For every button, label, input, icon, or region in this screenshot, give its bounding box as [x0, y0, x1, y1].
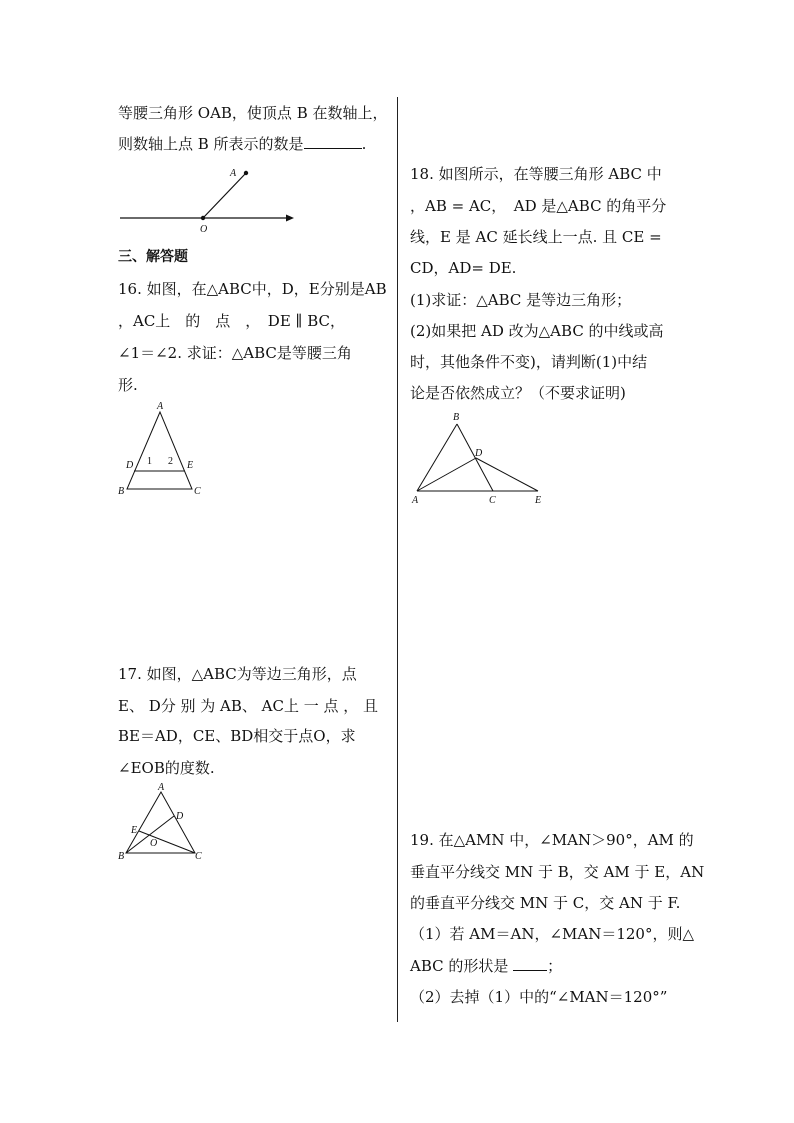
label-d: D	[475, 448, 483, 459]
q16-triangle-figure	[115, 398, 205, 500]
section-title-answer-questions: 三、解答题	[118, 249, 188, 265]
q16-text-line2: ，AC上 的 点 ， DE ∥ BC，	[118, 312, 346, 330]
label-a: A	[230, 168, 237, 179]
label-b: B	[118, 486, 125, 497]
label-o: O	[150, 838, 158, 849]
q18-text-line4: CD，AD= DE.	[410, 259, 517, 277]
label-1: 1	[147, 456, 152, 467]
label-e: E	[131, 825, 138, 836]
label-b: B	[453, 412, 460, 423]
q16-text-line3: ∠1＝∠2. 求证：△ABC是等腰三角	[118, 344, 352, 362]
q18-text-line1: 18. 如图所示，在等腰三角形 ABC 中	[410, 165, 662, 183]
q16-text-line4: 形.	[118, 376, 138, 394]
q18-text-line5: (1)求证：△ABC 是等边三角形；	[410, 291, 632, 309]
point-a	[244, 171, 248, 175]
q15-period: .	[361, 135, 367, 153]
label-d: D	[176, 811, 184, 822]
q19-text-line6: （2）去掉（1）中的“∠MAN＝120°”	[410, 988, 668, 1006]
triangle-abc	[126, 792, 195, 853]
q16-text-line1: 16. 如图，在△ABC中，D，E分别是AB	[118, 280, 387, 298]
q19-answer-blank	[513, 952, 547, 971]
label-c: C	[195, 851, 202, 862]
q17-equilateral-triangle-figure	[115, 782, 210, 864]
q17-text-line2: E、 D分 别 为 AB、 AC上 一 点 ， 且	[118, 697, 379, 715]
q19-text-line3: 的垂直平分线交 MN 于 C，交 AN 于 F.	[410, 894, 681, 912]
segment-ce	[139, 831, 195, 853]
q19-text-line4: （1）若 AM＝AN，∠MAN＝120°，则△	[410, 925, 695, 943]
label-c: C	[489, 495, 496, 506]
q15-text-line1: 等腰三角形 OAB，使顶点 B 在数轴上，	[118, 104, 388, 122]
q17-text-line3: BE＝AD，CE、BD相交于点O，求	[118, 727, 356, 745]
label-e: E	[535, 495, 542, 506]
q18-text-line7: 时，其他条件不变)，请判断(1)中结	[410, 353, 648, 371]
q18-text-line3: 线，E 是 AC 延长线上一点. 且 CE =	[410, 228, 662, 246]
label-a: A	[412, 495, 419, 506]
label-e: E	[187, 460, 194, 471]
triangle-abc	[127, 412, 192, 489]
label-c: C	[194, 486, 201, 497]
label-2: 2	[168, 456, 173, 467]
q15-text-line2	[118, 128, 386, 160]
number-line-arrow	[286, 215, 294, 222]
label-d: D	[126, 460, 134, 471]
segment-ad	[417, 458, 476, 491]
q17-text-line4: ∠EOB的度数.	[118, 759, 215, 777]
q19-text: ABC 的形状是	[410, 957, 509, 975]
label-b: B	[118, 851, 125, 862]
q19-semicolon: ；	[547, 957, 563, 975]
q15-text: 则数轴上点 B 所表示的数是	[118, 135, 304, 153]
q15-number-line-figure	[118, 165, 308, 235]
q15-answer-blank	[304, 130, 362, 149]
q19-text-line5	[410, 950, 695, 982]
q17-text-line1: 17. 如图，△ABC为等边三角形，点	[118, 665, 357, 683]
q18-text-line2: ，AB = AC， AD 是△ABC 的角平分	[410, 197, 667, 215]
label-a: A	[158, 782, 165, 793]
q18-text-line8: 论是否依然成立？（不要求证明)	[410, 384, 626, 402]
point-o	[201, 216, 205, 220]
label-o: O	[200, 224, 208, 235]
segment-de	[476, 458, 538, 491]
q18-text-line6: (2)如果把 AD 改为△ABC 的中线或高	[410, 322, 664, 340]
segment-ab	[417, 424, 457, 491]
q19-text-line2: 垂直平分线交 MN 于 B，交 AM 于 E，AN	[410, 863, 705, 881]
q19-text-line1: 19. 在△AMN 中，∠MAN＞90°，AM 的	[410, 831, 694, 849]
segment-dc	[134, 471, 192, 489]
column-divider	[397, 97, 398, 1022]
q18-triangle-figure	[405, 408, 550, 508]
label-a: A	[157, 401, 164, 412]
segment-oa	[203, 173, 246, 218]
